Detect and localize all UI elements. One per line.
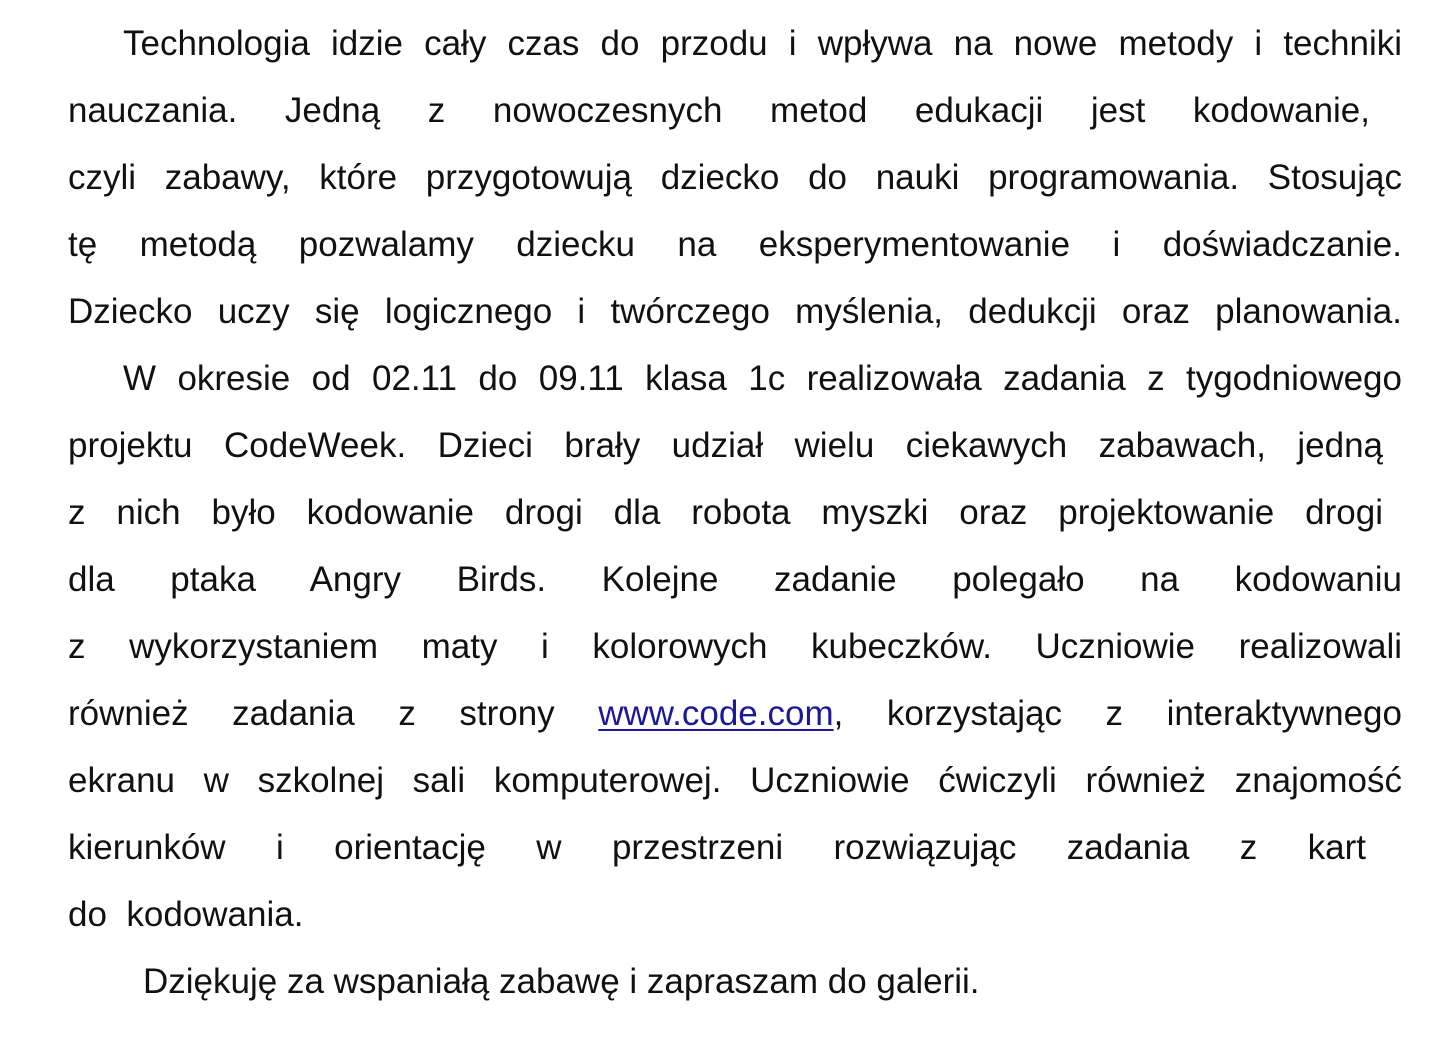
- closing-line: Dziękuję za wspaniałą zabawę i zapraszam do galerii.: [143, 962, 980, 1001]
- document-body: [68, 10, 1402, 1015]
- paragraph-2-line-6: [68, 680, 1402, 747]
- paragraph-2-line-2: projektu CodeWeek. Dzieci brały udział wielu ciekawych zabawach, jedną: [68, 426, 1383, 465]
- link-line-before: również zadania z strony: [68, 694, 599, 733]
- paragraph-2-line-4: dla ptaka Angry Birds. Kolejne zadanie polegało na kodowaniu: [68, 560, 1402, 599]
- paragraph-2-line-9: do kodowania.: [68, 895, 304, 934]
- paragraph-1-line-2: nauczania. Jedną z nowoczesnych metod edukacji jest kodowanie,: [68, 91, 1370, 130]
- paragraph-1-line-1: Technologia idzie cały czas do przodu i wpływa na nowe metody i techniki: [123, 24, 1402, 63]
- paragraph-2-line-8: kierunków i orientację w przestrzeni rozwiązując zadania z kart: [68, 828, 1366, 867]
- paragraph-1-line-4: tę metodą pozwalamy dziecku na eksperymentowanie i doświadczanie.: [68, 225, 1402, 264]
- paragraph-2-line-1: W okresie od 02.11 do 09.11 klasa 1c realizowała zadania z tygodniowego: [123, 359, 1402, 398]
- paragraph-2-line-3: z nich było kodowanie drogi dla robota myszki oraz projektowanie drogi: [68, 493, 1383, 532]
- paragraph-2-line-5: z wykorzystaniem maty i kolorowych kubeczków. Uczniowie realizowali: [68, 627, 1402, 666]
- paragraph-1-line-5: Dziecko uczy się logicznego i twórczego myślenia, dedukcji oraz planowania.: [68, 292, 1402, 331]
- paragraph-1-line-3: czyli zabawy, które przygotowują dziecko do nauki programowania. Stosując: [68, 158, 1402, 197]
- paragraph-2-line-7: ekranu w szkolnej sali komputerowej. Uczniowie ćwiczyli również znajomość: [68, 761, 1402, 800]
- code-com-link[interactable]: www.code.com: [598, 694, 834, 733]
- link-line-after: , korzystając z interaktywnego: [833, 694, 1402, 733]
